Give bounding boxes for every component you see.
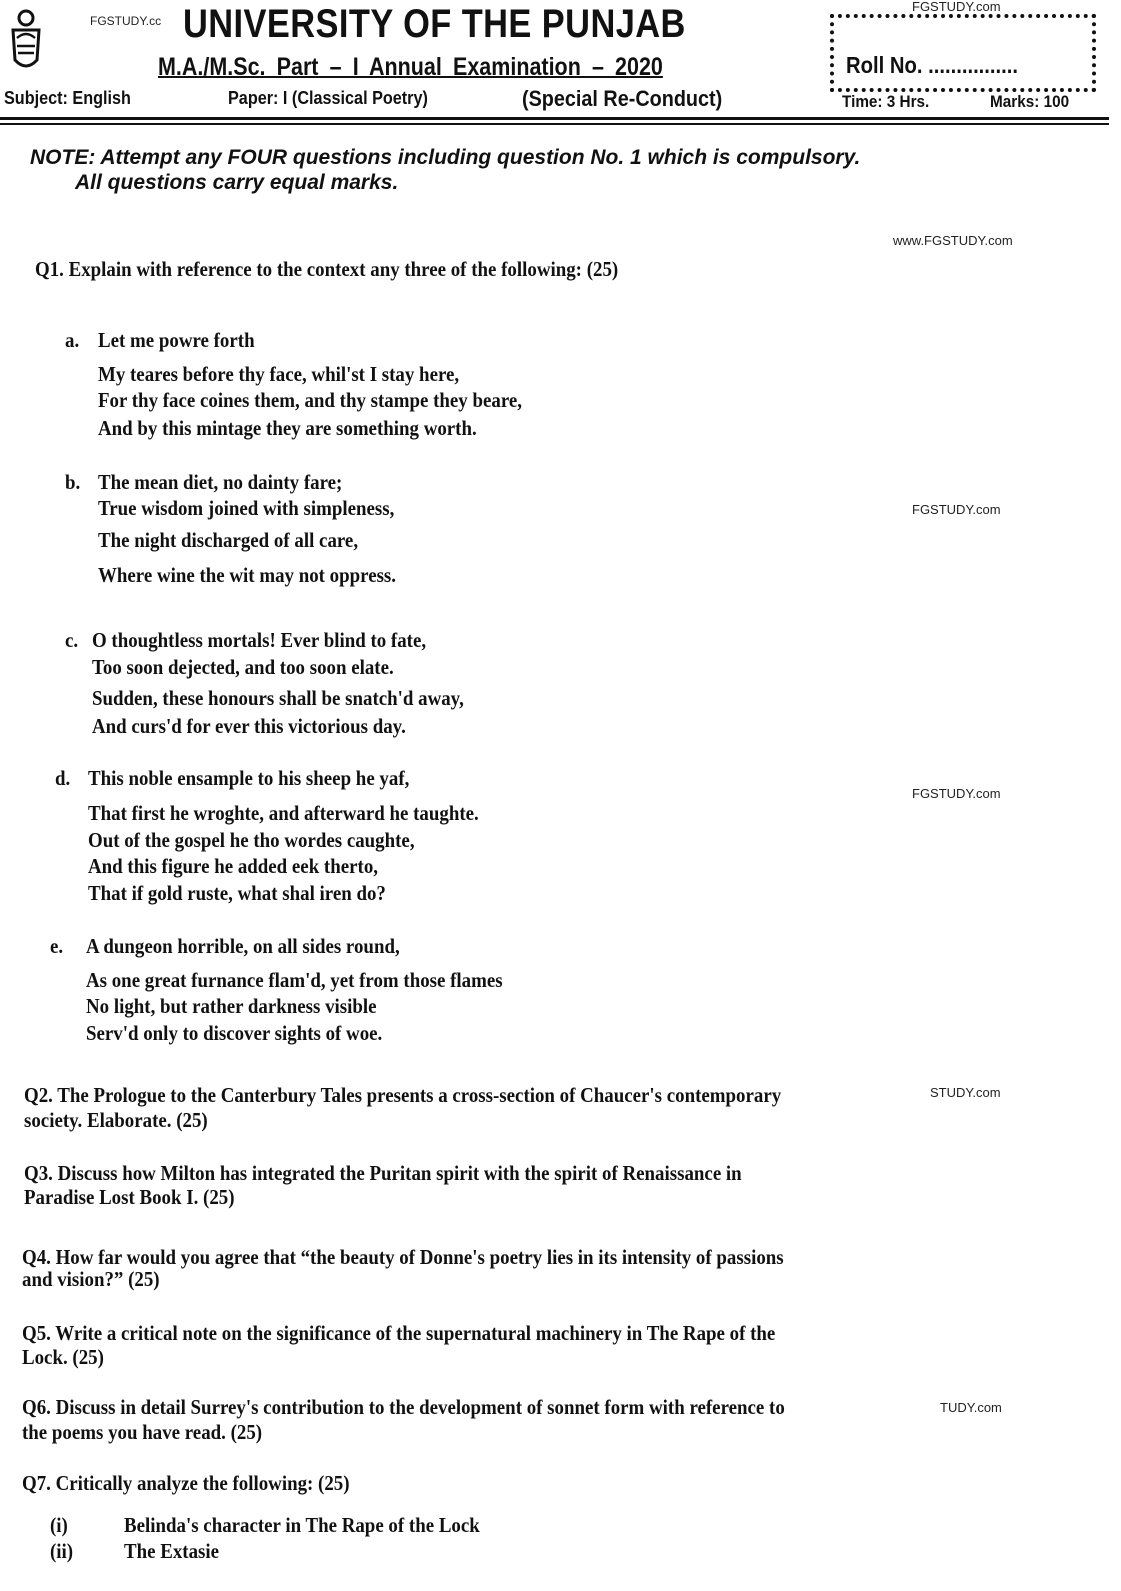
part-letter: c. xyxy=(65,628,79,652)
verse-line: And curs'd for ever this victorious day. xyxy=(92,714,406,738)
question-6: Q6. Discuss in detail Surrey's contribution to the development of sonnet form with reference to xyxy=(22,1395,785,1419)
item-text: The Extasie xyxy=(124,1539,220,1563)
item-text: Belinda's character in The Rape of the Lock xyxy=(124,1513,480,1537)
roll-number-label: Roll No. ................ xyxy=(846,52,1019,78)
verse-line: The night discharged of all care, xyxy=(98,528,359,552)
verse-line: That first he wroghte, and afterward he taughte. xyxy=(88,801,479,825)
watermark: www.FGSTUDY.com xyxy=(893,233,1013,248)
verse-line: A dungeon horrible, on all sides round, xyxy=(86,934,400,958)
special-reconduct: (Special Re-Conduct) xyxy=(522,86,723,111)
paper: Paper: I (Classical Poetry) xyxy=(228,88,428,108)
verse-line: And this figure he added eek therto, xyxy=(88,854,378,878)
question-6-cont: the poems you have read. (25) xyxy=(22,1420,263,1444)
verse-line: And by this mintage they are something worth. xyxy=(98,416,477,440)
subject: Subject: English xyxy=(4,88,131,108)
question-7: Q7. Critically analyze the following: (25) xyxy=(22,1471,350,1495)
watermark: TUDY.com xyxy=(940,1400,1002,1415)
part-letter: b. xyxy=(65,470,81,494)
verse-line: Let me powre forth xyxy=(98,328,255,352)
verse-line: No light, but rather darkness visible xyxy=(86,994,377,1018)
question-5: Q5. Write a critical note on the significance of the supernatural machinery in The Rape of the xyxy=(22,1321,776,1345)
divider xyxy=(0,123,1109,125)
part-letter: d. xyxy=(55,766,71,790)
watermark: FGSTUDY.cc xyxy=(90,14,162,28)
verse-line: For thy face coines them, and thy stampe they beare, xyxy=(98,388,522,412)
verse-line: As one great furnance flam'd, yet from those flames xyxy=(86,968,503,992)
verse-line: The mean diet, no dainty fare; xyxy=(98,470,343,494)
verse-line: Out of the gospel he tho wordes caughte, xyxy=(88,828,415,852)
note-line: All questions carry equal marks. xyxy=(75,171,399,194)
marks: Marks: 100 xyxy=(990,92,1070,111)
note-line: NOTE: Attempt any FOUR questions including question No. 1 which is compulsory. xyxy=(30,146,861,169)
verse-line: O thoughtless mortals! Ever blind to fate, xyxy=(92,628,427,652)
question-3-cont: Paradise Lost Book I. (25) xyxy=(24,1185,235,1209)
watermark: FGSTUDY.com xyxy=(912,0,1001,14)
question-2: Q2. The Prologue to the Canterbury Tales presents a cross-section of Chaucer's contemporary xyxy=(24,1083,782,1107)
verse-line: Sudden, these honours shall be snatch'd away, xyxy=(92,686,464,710)
question-4: Q4. How far would you agree that “the beauty of Donne's poetry lies in its intensity of passions xyxy=(22,1245,784,1269)
university-title: UNIVERSITY OF THE PUNJAB xyxy=(183,2,686,46)
verse-line: That if gold ruste, what shal iren do? xyxy=(88,881,386,905)
roll-number-box xyxy=(830,14,1096,92)
watermark: FGSTUDY.com xyxy=(912,502,1001,517)
verse-line: Where wine the wit may not oppress. xyxy=(98,563,397,587)
part-letter: a. xyxy=(65,328,80,352)
verse-line: True wisdom joined with simpleness, xyxy=(98,496,395,520)
question-4-cont: and vision?” (25) xyxy=(22,1267,160,1291)
time: Time: 3 Hrs. xyxy=(842,92,930,111)
question-3: Q3. Discuss how Milton has integrated the Puritan spirit with the spirit of Renaissance in xyxy=(24,1161,742,1185)
question-5-cont: Lock. (25) xyxy=(22,1345,104,1369)
part-letter: e. xyxy=(50,934,64,958)
watermark: STUDY.com xyxy=(930,1085,1001,1100)
question-2-cont: society. Elaborate. (25) xyxy=(24,1108,208,1132)
watermark: FGSTUDY.com xyxy=(912,786,1001,801)
item-number: (i) xyxy=(50,1513,68,1537)
verse-line: Too soon dejected, and too soon elate. xyxy=(92,655,394,679)
item-number: (ii) xyxy=(50,1539,74,1563)
exam-subtitle: M.A./M.Sc. Part – I Annual Examination – 2020 xyxy=(158,53,663,81)
verse-line: Serv'd only to discover sights of woe. xyxy=(86,1021,383,1045)
question-1: Q1. Explain with reference to the context any three of the following: (25) xyxy=(35,257,619,281)
verse-line: My teares before thy face, whil'st I stay here, xyxy=(98,362,460,386)
university-crest-icon xyxy=(8,8,44,74)
verse-line: This noble ensample to his sheep he yaf, xyxy=(88,766,410,790)
divider xyxy=(0,117,1109,120)
